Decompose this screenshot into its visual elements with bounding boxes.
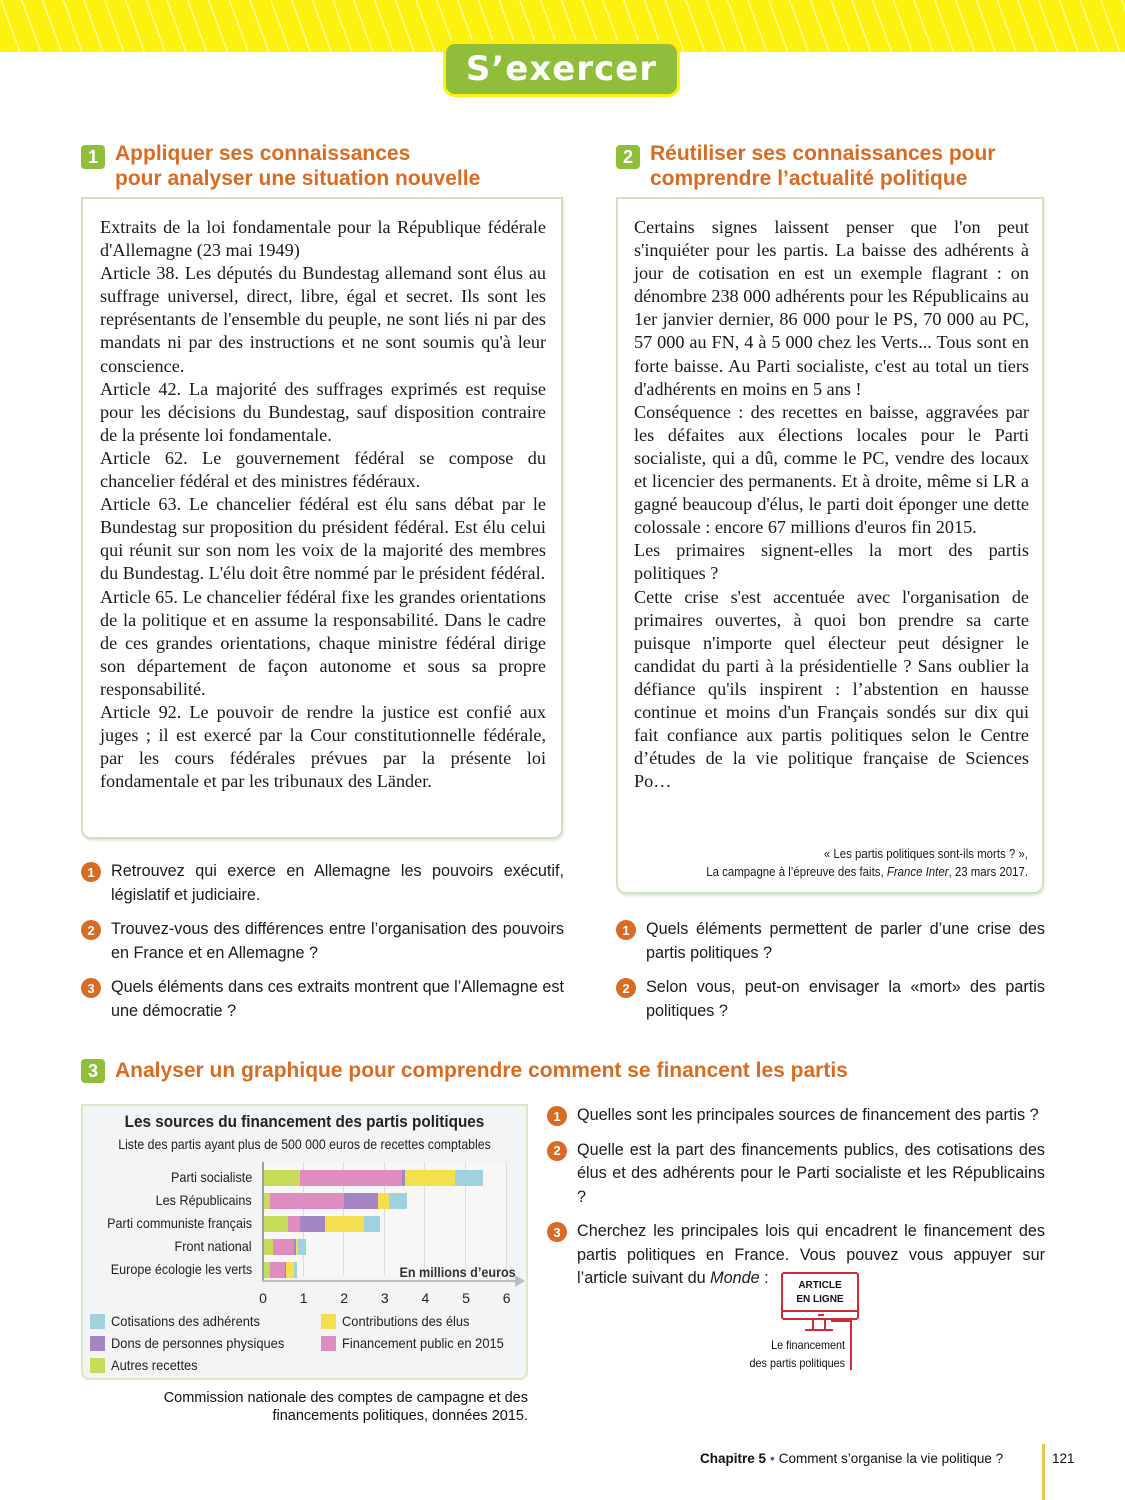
question-number-icon: 1 (616, 920, 636, 940)
legend-swatch (90, 1358, 105, 1373)
article-number: Article 42. (100, 378, 182, 399)
link-connector (831, 1320, 852, 1322)
legend-swatch (321, 1314, 336, 1329)
question-number-icon: 2 (547, 1141, 567, 1161)
chart-gridline (506, 1162, 507, 1276)
chart-x-tick: 3 (380, 1290, 389, 1306)
section-2-source: « Les partis politiques sont-ils morts ? », La campagne à l’épreuve des faits, France Inter, 23 mars 2017. (706, 846, 1028, 879)
chart-bar-segment (389, 1193, 407, 1209)
chart-bar-segment (298, 1239, 306, 1255)
chart-bar-segment (405, 1170, 455, 1186)
chart-bar-segment (344, 1193, 378, 1209)
article-text: Les députés du Bundestag allemand sont élus au suffrage universel, direct, libre, égal et secret. Ils sont les représentants de l'ensemble du peuple, ne sont liés ni par des mandats ni par des instructions et ne sont soumis qu'à leur conscience. (100, 263, 546, 376)
document-paragraph: Conséquence : des recettes en baisse, aggravées par les défaites aux élections locales pour le Parti socialiste, qui a dû, comme le PC, vendre des locaux et licencier des permanents. Et à droite, même si LR a gagné beaucoup d'élus, le parti doit éponger une dette colossale : encore 67 millions d'euros fin 2015. (634, 401, 1029, 538)
chart-category-label: Parti communiste français (107, 1215, 252, 1231)
chart-category-label: Europe écologie les verts (110, 1261, 252, 1277)
article-number: Article 92. (100, 701, 182, 722)
question-text: Quelle est la part des financements publics, des cotisations des élus et des adhérents pour le Parti socialiste et les Républicains ? (577, 1140, 1045, 1206)
footer-chapter: Chapitre 5 (700, 1451, 767, 1466)
question-text: Cherchez les principales lois qui encadrent le financement des partis politiques en France. Vous pouvez vous appuyer sur l’article suivant du Monde : (577, 1222, 1045, 1287)
chart-bar-segment (270, 1262, 285, 1278)
chart-x-tick: 6 (502, 1290, 511, 1306)
chart-bar-segment (286, 1262, 293, 1278)
chart-legend-item (90, 1335, 299, 1351)
legend-label: Financement public en 2015 (342, 1335, 504, 1351)
page-number: 121 (1052, 1451, 1075, 1466)
footer-rule (1042, 1444, 1045, 1500)
question-number-icon: 3 (547, 1222, 567, 1242)
section-3-heading (81, 1058, 848, 1083)
article-text: Le chancelier fédéral est élu sans débat par le Bundestag sur proposition du président fédéral. Est élu celui qui réunit sur son nom les voix de la majorité des membres du Bundestag. L'élu doit être nommé par le président fédéral. (100, 494, 546, 584)
chart-x-tick: 5 (462, 1290, 470, 1306)
chart-category-label: Parti socialiste (170, 1169, 252, 1185)
article-text: La majorité des suffrages exprimés est requise pour les décisions du Bundestag, sauf disposition contraire de la présente loi fondamentale. (100, 378, 546, 445)
section-1-questions (81, 860, 564, 1034)
chart-bar-segment (300, 1170, 402, 1186)
document-paragraph (100, 701, 546, 793)
monitor-base-icon (805, 1329, 833, 1331)
question-item (81, 976, 564, 1023)
question-text: Retrouvez qui exerce en Allemagne les pouvoirs exécutif, législatif et judiciaire. (111, 862, 564, 904)
document-paragraph (100, 378, 546, 447)
footer-separator: • (770, 1451, 775, 1466)
legend-label: Dons de personnes physiques (111, 1335, 285, 1351)
chart-bar (262, 1262, 297, 1278)
question-item (81, 918, 564, 965)
chart-x-tick: 4 (421, 1290, 430, 1306)
chart-bar-segment (273, 1239, 295, 1255)
chart-bar-segment (364, 1216, 379, 1232)
section-3-title: Analyser un graphique pour comprendre comment se financent les partis (115, 1059, 848, 1082)
chart-bar-segment (262, 1170, 300, 1186)
document-paragraph: Certains signes laissent penser que l'on peut s'inquiéter pour les partis. La baisse des adhérents à jour de cotisation en est un exemple flagrant : on dénombre 238 000 adhérents pour les Républicains au 1er janvier dernier, 86 000 pour le PS, 70 000 au PC, 57 000 au FN, 4 à 5 000 chez les Verts... Tous sont en forte baisse. Au Parti socialiste, c'est au total un tiers d'adhérents en moins en 5 ans ! (634, 217, 1029, 399)
chart-plot-area (262, 1162, 507, 1276)
chart-bar-segment (288, 1216, 299, 1232)
question-item (81, 860, 564, 907)
chart-title: Les sources du financement des partis politiques (124, 1112, 485, 1131)
section-2-questions (616, 918, 1045, 1034)
document-paragraph: Cette crise s'est accentuée avec l'organisation de primaires ouvertes, à quoi bon prendre sa carte puisque n'importe quel électeur peut désigner le candidat du parti à la présidentielle ? Sans oublier la défiance qu'ils inspirent : l’abstention en hausse continue et moins d'un Français sondés sur dix qui fait confiance aux partis politiques selon le Centre d’études de la vie politique française de Sciences Po… (634, 586, 1029, 792)
document-paragraph: Les primaires signent-elles la mort des partis politiques ? (634, 540, 1029, 584)
question-number-icon: 1 (81, 862, 101, 882)
section-1-title-line2: pour analyser une situation nouvelle (115, 167, 481, 190)
section-1-document (81, 197, 563, 839)
document-paragraph (100, 493, 546, 585)
legend-label: Contributions des élus (342, 1313, 470, 1329)
question-text: Selon vous, peut-on envisager la «mort» des partis politiques ? (646, 978, 1045, 1020)
section-3-number: 3 (81, 1059, 105, 1083)
legend-label: Cotisations des adhérents (111, 1313, 260, 1329)
chart-x-tick: 0 (259, 1290, 267, 1306)
chart-bar-segment (455, 1170, 483, 1186)
chart-source: Commission nationale des comptes de campagne et des financements politiques, données 2015. (163, 1390, 528, 1424)
chart-x-axis (262, 1280, 517, 1282)
section-2-title-line1: Réutiliser ses connaissances pour (650, 142, 996, 165)
chart-category-label: Les Républicains (156, 1192, 252, 1208)
article-text: Extraits de la loi fondamentale pour la République fédérale d'Allemagne (23 mai 1949) (100, 217, 546, 261)
legend-swatch (321, 1336, 336, 1351)
chart-bar (262, 1193, 407, 1209)
section-2-document (616, 197, 1044, 894)
chart-bar-segment (262, 1216, 288, 1232)
chart-bar-segment (300, 1216, 325, 1232)
chart-subtitle: Liste des partis ayant plus de 500 000 euros de recettes comptables (118, 1136, 491, 1152)
link-connector (850, 1320, 852, 1370)
chart-financement-partis (81, 1104, 528, 1380)
article-number: Article 38. (100, 263, 180, 284)
legend-label: Autres recettes (111, 1357, 198, 1373)
chart-bar-segment (325, 1216, 364, 1232)
section-2-number: 2 (616, 145, 640, 169)
chart-x-label: En millions d’euros (399, 1264, 516, 1280)
question-number-icon: 3 (81, 978, 101, 998)
legend-swatch (90, 1336, 105, 1351)
chart-x-tick: 2 (340, 1290, 349, 1306)
document-paragraph (100, 447, 546, 493)
chart-y-axis (262, 1162, 264, 1282)
article-number: Article 63. (100, 494, 182, 515)
question-item (547, 1104, 1045, 1128)
legend-swatch (90, 1314, 105, 1329)
axis-arrow-icon (515, 1275, 525, 1287)
question-number-icon: 1 (547, 1106, 567, 1126)
article-number: Article 62. (100, 447, 188, 468)
section-1-number: 1 (81, 145, 105, 169)
page-title: S’exercer (443, 41, 680, 97)
question-item (547, 1139, 1045, 1210)
chart-legend-item (90, 1313, 273, 1329)
question-text: Quelles sont les principales sources de financement des partis ? (577, 1106, 1039, 1124)
chart-bar (262, 1216, 380, 1232)
question-number-icon: 2 (81, 920, 101, 940)
section-2-title-line2: comprendre l’actualité politique (650, 167, 968, 190)
chart-bar-segment (378, 1193, 389, 1209)
section-1-title-line1: Appliquer ses connaissances (115, 142, 411, 165)
article-number: Article 65. (100, 586, 178, 607)
article-text: Le pouvoir de rendre la justice est confié aux juges ; il est exercé par la Cour constitutionnelle fédérale, par les cours fédérales prévues par la présente loi fondamentale et par les tribunaux des Länder. (100, 701, 546, 792)
section-1-heading (81, 141, 480, 191)
document-paragraph (100, 586, 546, 701)
section-2-heading (616, 141, 995, 191)
chart-bar (262, 1170, 483, 1186)
article-text: Le chancelier fédéral fixe les grandes orientations de la politique et en assume la responsabilité. Dans le cadre de ces grandes orientations, chaque ministre fédéral dirige son département de façon autonome et sous sa propre responsabilité. (100, 586, 546, 699)
chart-legend-item (321, 1313, 481, 1329)
chart-bar-segment (294, 1262, 297, 1278)
question-item (616, 918, 1045, 965)
online-article-link[interactable]: Le financement des partis politiques (749, 1338, 845, 1370)
article-en-ligne-button[interactable]: ARTICLE EN LIGNE (781, 1272, 859, 1320)
document-paragraph (100, 262, 546, 377)
question-item (616, 976, 1045, 1023)
question-number-icon: 2 (616, 978, 636, 998)
question-text: Trouvez-vous des différences entre l’organisation des pouvoirs en France et en Allemagne ? (111, 920, 564, 962)
chart-x-tick: 1 (299, 1290, 308, 1306)
footer-title: Comment s’organise la vie politique ? (778, 1451, 1004, 1466)
chart-bar (262, 1239, 306, 1255)
chart-legend-item (321, 1335, 518, 1351)
document-paragraph (100, 216, 546, 262)
page-footer (700, 1451, 1003, 1466)
chart-legend-item (90, 1357, 205, 1373)
chart-bar-segment (270, 1193, 344, 1209)
question-text: Quels éléments dans ces extraits montrent que l’Allemagne est une démocratie ? (111, 978, 564, 1020)
article-text: Le gouvernement fédéral se compose du chancelier fédéral et des ministres fédéraux. (100, 447, 546, 492)
chart-category-label: Front national (174, 1238, 252, 1254)
question-text: Quels éléments permettent de parler d’une crise des partis politiques ? (646, 920, 1045, 962)
